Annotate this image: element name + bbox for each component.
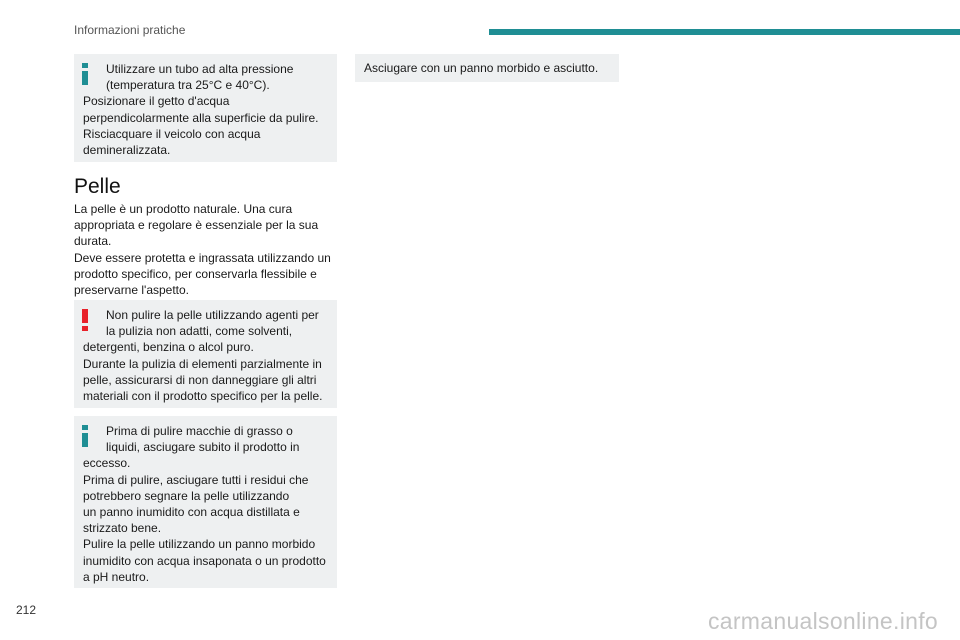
header-section-title: Informazioni pratiche (74, 23, 186, 37)
warning-box-cleaning-agents (74, 300, 337, 408)
box-line: Prima di pulire macchie di grasso o (106, 424, 293, 438)
paragraph-line: La pelle è un prodotto naturale. Una cura (74, 202, 293, 216)
box-line: inumidito con acqua insaponata o un prodotto (83, 553, 326, 568)
box-line: Asciugare con un panno morbido e asciutto. (364, 61, 599, 75)
box-line: Risciacquare il veicolo con acqua (83, 126, 261, 141)
box-line: eccesso. (83, 456, 131, 471)
box-line: Non pulire la pelle utilizzando agenti per (106, 308, 319, 322)
box-line: un panno inumidito con acqua distillata e (83, 505, 300, 520)
page-number: 212 (16, 603, 37, 617)
box-line: materiali con il prodotto specifico per la pelle. (83, 389, 323, 404)
box-line: (temperatura tra 25°C e 40°C). (106, 78, 270, 93)
box-line: perpendicolarmente alla superficie da pulire. (83, 110, 319, 125)
box-line: demineralizzata. (83, 143, 171, 158)
paragraph-line: durata. (74, 234, 112, 249)
box-line: Utilizzare un tubo ad alta pressione (106, 62, 294, 76)
leather-paragraph (74, 201, 331, 298)
box-line: pelle, assicurarsi di non danneggiare gli altri (83, 372, 317, 387)
info-icon (82, 425, 88, 447)
box-line: a pH neutro. (83, 569, 150, 584)
box-line: Pulire la pelle utilizzando un panno morbido (83, 537, 316, 552)
box-line: potrebbero segnare la pelle utilizzando (83, 488, 290, 503)
box-line: Durante la pulizia di elementi parzialmente in (83, 356, 322, 371)
paragraph-line: preservarne l'aspetto. (74, 283, 190, 298)
section-title: Pelle (74, 175, 121, 198)
info-icon (82, 63, 88, 85)
paragraph-line: prodotto specifico, per conservarla flessibile e (74, 266, 317, 281)
box-line: Posizionare il getto d'acqua (83, 94, 230, 109)
paragraph-line: Deve essere protetta e ingrassata utilizzando un (74, 250, 331, 265)
box-line: detergenti, benzina o alcol puro. (83, 340, 254, 355)
watermark: carmanualsonline.info (707, 608, 938, 634)
note-box-drying (355, 54, 619, 82)
box-line: strizzato bene. (83, 521, 162, 536)
box-line: Prima di pulire, asciugare tutti i residui che (83, 472, 309, 487)
info-box-stain-cleaning (74, 416, 337, 588)
header-accent-bar (489, 29, 960, 35)
info-box-pressure-wash (74, 54, 337, 162)
box-line: liquidi, asciugare subito il prodotto in (106, 440, 300, 455)
warning-icon (82, 309, 88, 331)
paragraph-line: appropriata e regolare è essenziale per la sua (74, 218, 319, 233)
box-line: la pulizia non adatti, come solventi, (106, 324, 293, 339)
